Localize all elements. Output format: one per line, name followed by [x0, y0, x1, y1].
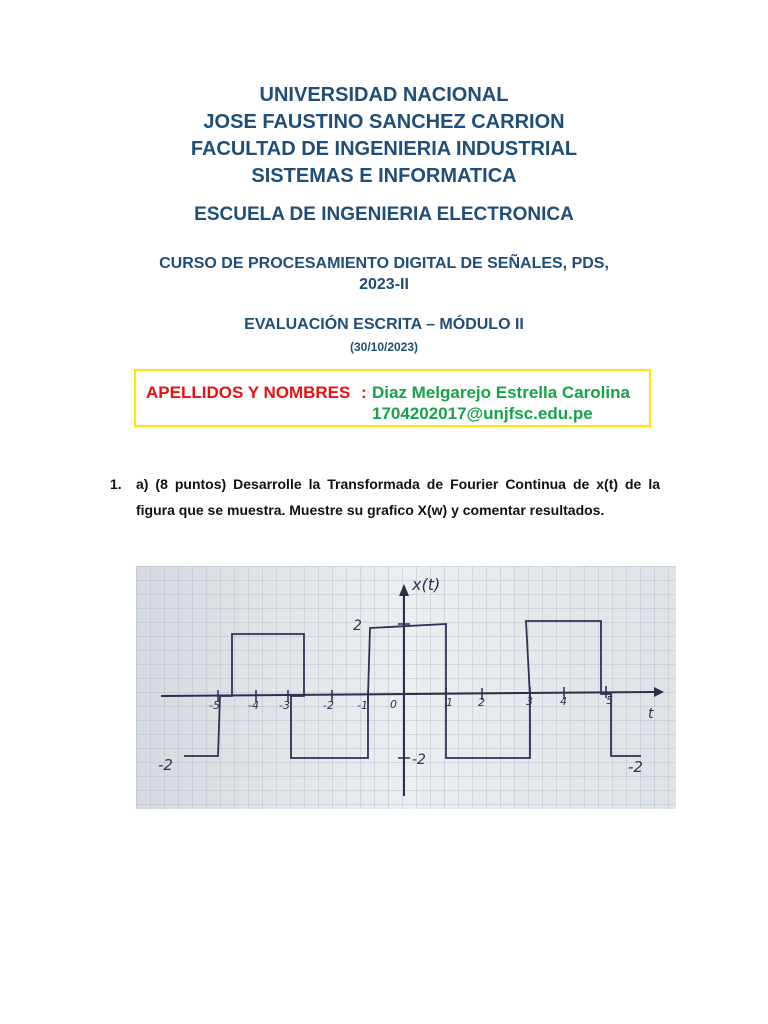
exam-title: EVALUACIÓN ESCRITA – MÓDULO II [244, 316, 524, 333]
school-title: ESCUELA DE INGENIERIA ELECTRONICA [194, 204, 574, 225]
tick-label-5: 5 [606, 694, 613, 707]
header-line-2: JOSE FAUSTINO SANCHEZ CARRION [203, 111, 565, 133]
course-line-2: 2023-II [359, 276, 409, 293]
t-axis-label: t [648, 706, 654, 722]
tick-label-m3: -3 [279, 699, 290, 712]
graph-paper-grid [136, 566, 676, 809]
student-label-colon: : [361, 383, 367, 402]
student-name-box [134, 369, 651, 427]
university-header [0, 82, 768, 190]
level-label-minus-2: -2 [412, 752, 426, 768]
tick-label-4: 4 [560, 695, 567, 708]
signal-figure-photo [136, 566, 676, 809]
tick-label-m2: -2 [323, 699, 334, 712]
student-email: 1704202017@unjfsc.edu.pe [372, 404, 593, 423]
header-line-1: UNIVERSIDAD NACIONAL [259, 84, 509, 106]
question-number: 1. [110, 476, 122, 492]
student-label: APELLIDOS Y NOMBRES [146, 383, 351, 402]
tick-label-m1: -1 [357, 699, 368, 712]
student-name: Diaz Melgarejo Estrella Carolina [372, 383, 630, 402]
tick-label-2: 2 [478, 696, 485, 709]
level-label-2: 2 [353, 618, 362, 634]
y-axis-label: x(t) [412, 575, 441, 594]
left-level-label: -2 [158, 756, 173, 774]
header-line-4: SISTEMAS E INFORMATICA [251, 165, 517, 187]
tick-label-1: 1 [446, 696, 453, 709]
header-line-3: FACULTAD DE INGENIERIA INDUSTRIAL [190, 138, 578, 160]
right-level-label: -2 [628, 758, 643, 776]
course-line-1: CURSO DE PROCESAMIENTO DIGITAL DE SEÑALES, PDS, [159, 255, 609, 272]
exam-date: (30/10/2023) [349, 340, 419, 354]
tick-label-3: 3 [526, 695, 533, 708]
course-title [0, 253, 768, 295]
question-text: a) (8 puntos) Desarrolle la Transformada de Fourier Continua de x(t) de la figura que se muestra. Muestre su grafico X(w) y comentar resultados. [136, 476, 660, 518]
tick-label-m4: -4 [248, 699, 259, 712]
tick-label-0: 0 [390, 698, 397, 711]
signal-figure [136, 566, 676, 809]
tick-label-m5: -5 [209, 699, 220, 712]
